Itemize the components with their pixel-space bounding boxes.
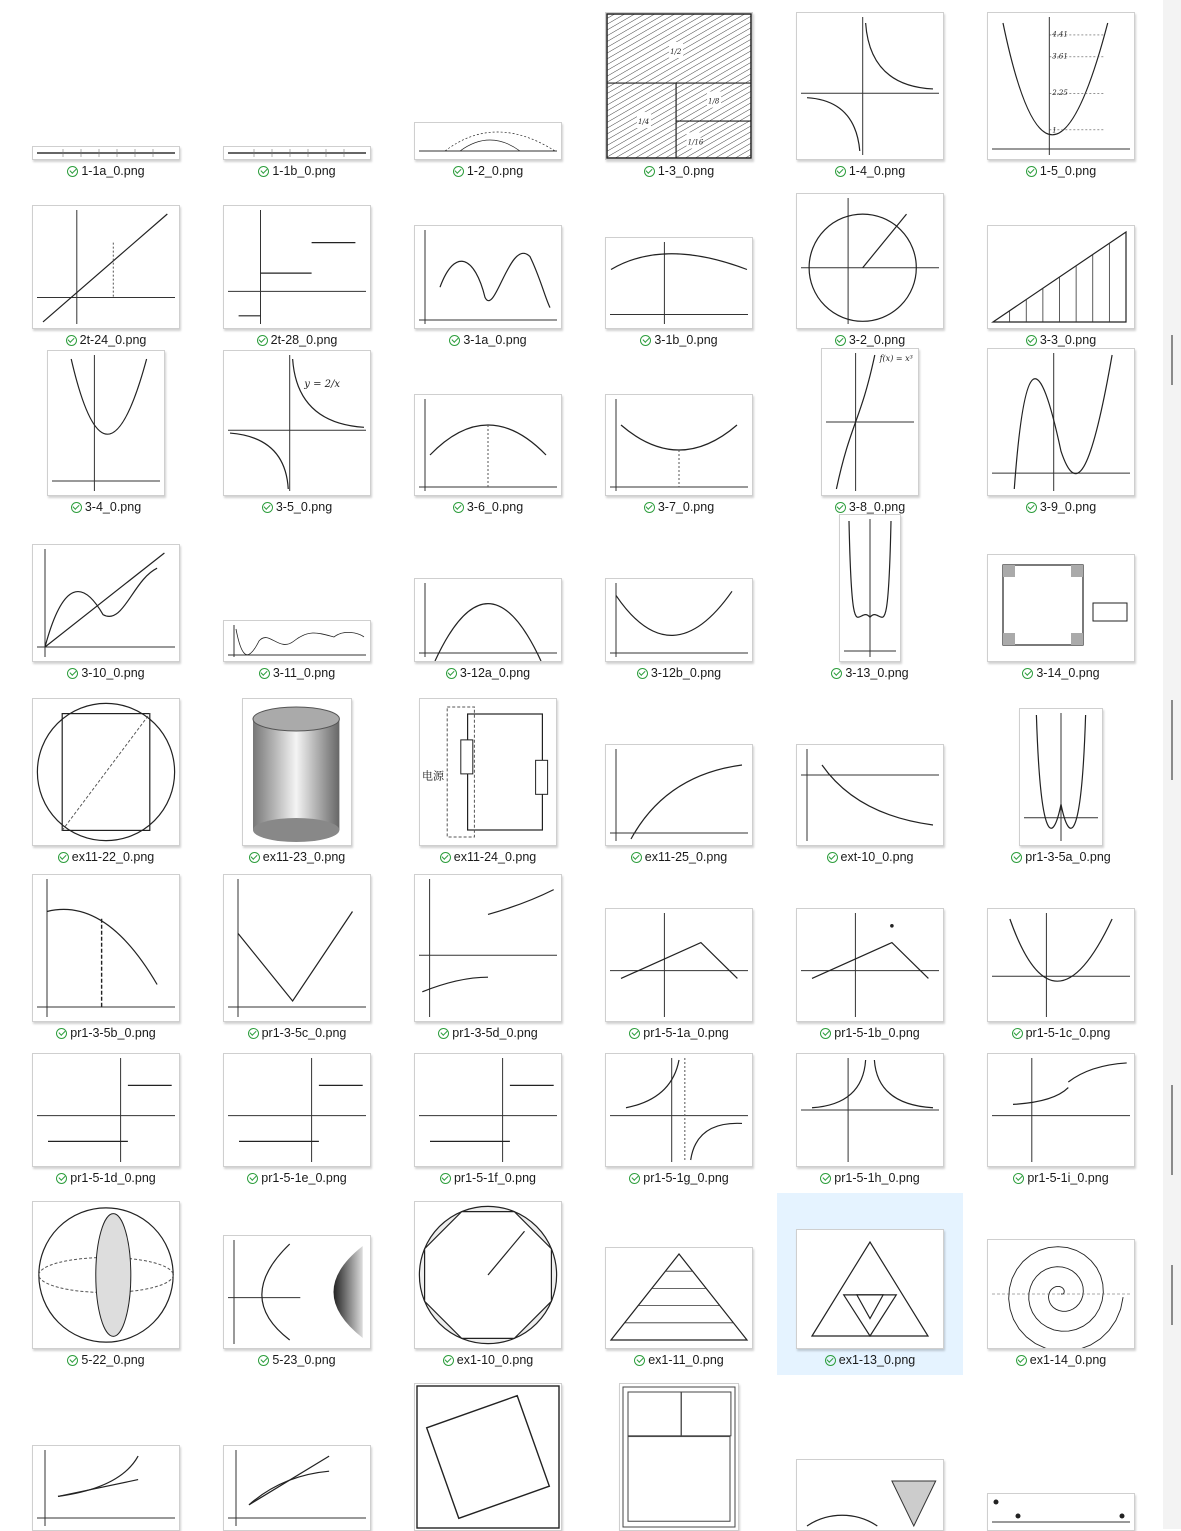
file-name-label: [968, 1026, 1154, 1040]
file-name-text: pr1-3-5a_0.png: [1025, 850, 1111, 864]
svg-text:1: 1: [1052, 126, 1057, 135]
sync-check-icon: [58, 852, 69, 863]
file-name-text: 2t-24_0.png: [79, 333, 147, 347]
file-tile[interactable]: [395, 1048, 581, 1193]
file-name-label: [395, 500, 581, 514]
file-name-label: [968, 850, 1154, 864]
file-thumbnail[interactable]: [223, 205, 371, 329]
file-name-label: [13, 666, 199, 680]
file-tile[interactable]: [395, 872, 581, 1048]
sync-check-icon: [1013, 1173, 1024, 1184]
file-thumbnail[interactable]: [987, 12, 1135, 160]
file-name-text: pr1-5-1g_0.png: [643, 1171, 729, 1185]
sync-check-icon: [67, 668, 78, 679]
sync-check-icon: [827, 852, 838, 863]
file-name-label: [586, 850, 772, 864]
file-tile[interactable]: [968, 186, 1154, 355]
sync-check-icon: [640, 335, 651, 346]
sync-check-icon: [631, 852, 642, 863]
file-thumbnail[interactable]: [414, 225, 562, 329]
file-name-text: ext-10_0.png: [840, 850, 914, 864]
file-tile[interactable]: [13, 522, 199, 688]
file-tile[interactable]: [968, 688, 1154, 872]
file-name-text: 5-22_0.png: [81, 1353, 145, 1367]
file-thumbnail[interactable]: [414, 122, 562, 160]
file-name-text: 1-3_0.png: [657, 164, 715, 178]
file-tile[interactable]: [395, 0, 581, 186]
svg-text:电源: 电源: [422, 769, 444, 783]
file-name-label: [777, 500, 963, 514]
file-tile[interactable]: [13, 0, 199, 186]
file-tile[interactable]: [586, 688, 772, 872]
file-tile[interactable]: [968, 872, 1154, 1048]
file-thumbnail[interactable]: [605, 908, 753, 1022]
fraction-label: 1/4: [637, 118, 650, 127]
file-name-label: [586, 666, 772, 680]
file-name-label: [204, 666, 390, 680]
file-name-text: ex1-14_0.png: [1029, 1353, 1107, 1367]
file-name-label: [13, 850, 199, 864]
file-name-text: 3-9_0.png: [1039, 500, 1097, 514]
sync-check-icon: [835, 502, 846, 513]
file-name-label: [395, 1026, 581, 1040]
sync-check-icon: [249, 852, 260, 863]
sync-check-icon: [247, 1173, 258, 1184]
svg-text:4.41: 4.41: [1052, 30, 1068, 39]
file-name-label: [395, 1353, 581, 1367]
sync-check-icon: [446, 668, 457, 679]
file-tile[interactable]: [13, 355, 199, 522]
file-name-label: [13, 1353, 199, 1367]
file-name-label: [586, 1171, 772, 1185]
file-thumbnail[interactable]: [414, 1383, 562, 1531]
file-name-text: pr1-5-1c_0.png: [1025, 1026, 1111, 1040]
file-thumbnail[interactable]: [605, 237, 753, 329]
sync-check-icon: [440, 1173, 451, 1184]
sync-check-icon: [644, 502, 655, 513]
file-tile[interactable]: [777, 0, 963, 186]
file-thumbnail[interactable]: [987, 908, 1135, 1022]
file-tile[interactable]: [204, 872, 390, 1048]
fraction-label: 1/8: [708, 97, 720, 106]
file-tile[interactable]: [777, 355, 963, 522]
file-name-text: 3-6_0.png: [466, 500, 524, 514]
file-tile[interactable]: [586, 186, 772, 355]
sync-check-icon: [1026, 502, 1037, 513]
file-name-label: [586, 1353, 772, 1367]
file-name-label: [968, 164, 1154, 178]
file-thumbnail[interactable]: [605, 744, 753, 846]
sync-check-icon: [453, 502, 464, 513]
file-tile[interactable]: [395, 1375, 581, 1529]
file-name-text: ex11-23_0.png: [262, 850, 346, 864]
file-thumbnail[interactable]: [414, 394, 562, 496]
file-name-text: pr1-5-1d_0.png: [70, 1171, 156, 1185]
file-tile[interactable]: [777, 1375, 963, 1529]
sync-check-icon: [637, 668, 648, 679]
file-name-label: [777, 1353, 963, 1367]
file-tile[interactable]: [777, 1193, 963, 1375]
sync-check-icon: [449, 335, 460, 346]
file-tile[interactable]: [204, 355, 390, 522]
file-thumbnail[interactable]: [987, 225, 1135, 329]
sync-check-icon: [438, 1028, 449, 1039]
file-name-text: 3-3_0.png: [1039, 333, 1097, 347]
file-thumbnail[interactable]: [605, 1247, 753, 1349]
file-tile[interactable]: [968, 522, 1154, 688]
file-tile[interactable]: [968, 1048, 1154, 1193]
file-name-text: 3-12b_0.png: [650, 666, 722, 680]
file-name-text: pr1-5-1i_0.png: [1027, 1171, 1109, 1185]
file-name-label: [777, 164, 963, 178]
sync-check-icon: [629, 1173, 640, 1184]
file-thumbnail[interactable]: [987, 1053, 1135, 1167]
file-name-text: pr1-3-5c_0.png: [261, 1026, 347, 1040]
file-tile[interactable]: [586, 1375, 772, 1529]
file-tile[interactable]: [13, 186, 199, 355]
file-name-label: [968, 666, 1154, 680]
sync-check-icon: [440, 852, 451, 863]
file-name-label: [586, 333, 772, 347]
file-thumbnail[interactable]: [223, 1235, 371, 1349]
file-name-label: [13, 1026, 199, 1040]
file-thumbnail[interactable]: [32, 146, 180, 160]
file-thumbnail[interactable]: [32, 1445, 180, 1531]
file-name-text: 1-5_0.png: [1039, 164, 1097, 178]
sync-check-icon: [835, 166, 846, 177]
file-name-text: 3-12a_0.png: [459, 666, 531, 680]
file-thumbnail[interactable]: [1019, 708, 1103, 846]
file-thumbnail[interactable]: [821, 348, 919, 496]
file-name-label: [204, 1353, 390, 1367]
svg-text:3.61: 3.61: [1052, 52, 1068, 61]
file-name-label: [777, 666, 963, 680]
file-thumbnail[interactable]: [605, 1053, 753, 1167]
file-thumbnail[interactable]: [796, 908, 944, 1022]
sync-check-icon: [820, 1173, 831, 1184]
file-thumbnail[interactable]: [32, 1201, 180, 1349]
file-name-label: [968, 500, 1154, 514]
file-tile[interactable]: [777, 522, 963, 688]
sync-check-icon: [634, 1355, 645, 1366]
file-name-text: pr1-5-1f_0.png: [453, 1171, 536, 1185]
file-name-text: 3-7_0.png: [657, 500, 715, 514]
file-name-label: [204, 1171, 390, 1185]
file-thumbnail[interactable]: [32, 874, 180, 1022]
sync-check-icon: [258, 1355, 269, 1366]
sync-check-icon: [835, 335, 846, 346]
file-thumbnail[interactable]: [987, 348, 1135, 496]
sync-check-icon: [67, 166, 78, 177]
file-name-text: pr1-5-1b_0.png: [834, 1026, 920, 1040]
file-name-label: [777, 850, 963, 864]
file-tile[interactable]: [13, 1193, 199, 1375]
file-name-label: [204, 333, 390, 347]
file-tile[interactable]: [968, 355, 1154, 522]
file-name-label: [586, 500, 772, 514]
file-name-label: [395, 850, 581, 864]
file-tile[interactable]: [777, 1048, 963, 1193]
file-thumbnail[interactable]: [796, 12, 944, 160]
file-tile[interactable]: [395, 688, 581, 872]
file-name-label: [204, 850, 390, 864]
sync-check-icon: [56, 1173, 67, 1184]
sync-check-icon: [820, 1028, 831, 1039]
file-thumbnail[interactable]: [223, 620, 371, 662]
file-thumbnail[interactable]: [987, 1239, 1135, 1349]
file-thumbnail[interactable]: [414, 578, 562, 662]
sync-check-icon: [259, 668, 270, 679]
file-tile[interactable]: [204, 688, 390, 872]
sync-check-icon: [71, 502, 82, 513]
file-name-text: pr1-5-1h_0.png: [834, 1171, 920, 1185]
sync-check-icon: [257, 335, 268, 346]
file-tile[interactable]: [204, 1048, 390, 1193]
fraction-label: 1/16: [687, 138, 704, 147]
file-name-text: ex1-10_0.png: [456, 1353, 534, 1367]
file-tile[interactable]: [586, 355, 772, 522]
file-name-label: [395, 1171, 581, 1185]
sync-check-icon: [1026, 166, 1037, 177]
file-thumbnail[interactable]: [47, 350, 165, 496]
file-tile[interactable]: [13, 1375, 199, 1529]
svg-text:y = 2/x: y = 2/x: [304, 379, 341, 390]
file-thumbnail[interactable]: [796, 193, 944, 329]
file-name-text: 3-14_0.png: [1036, 666, 1100, 680]
file-name-label: [13, 164, 199, 178]
file-name-label: [395, 164, 581, 178]
file-tile[interactable]: [968, 1375, 1154, 1529]
file-tile[interactable]: [13, 1048, 199, 1193]
sync-check-icon: [258, 166, 269, 177]
file-name-text: pr1-5-1e_0.png: [261, 1171, 347, 1185]
file-thumbnail[interactable]: [619, 1383, 739, 1531]
file-name-label: [13, 1171, 199, 1185]
sync-check-icon: [1016, 1355, 1027, 1366]
sync-check-icon: [56, 1028, 67, 1039]
file-name-text: 3-4_0.png: [84, 500, 142, 514]
sync-check-icon: [825, 1355, 836, 1366]
file-name-text: 3-1b_0.png: [654, 333, 718, 347]
sync-check-icon: [1022, 668, 1033, 679]
svg-text:2.25: 2.25: [1052, 88, 1068, 97]
file-thumbnail[interactable]: [419, 698, 557, 846]
sync-check-icon: [1012, 1028, 1023, 1039]
file-name-text: 2t-28_0.png: [270, 333, 338, 347]
svg-text:f(x) = x³: f(x) = x³: [879, 354, 913, 363]
file-thumbnail[interactable]: [987, 1493, 1135, 1531]
file-tile[interactable]: [586, 1193, 772, 1375]
file-name-label: [968, 1171, 1154, 1185]
file-tile[interactable]: [777, 688, 963, 872]
file-name-text: ex11-22_0.png: [71, 850, 155, 864]
file-name-text: 3-2_0.png: [848, 333, 906, 347]
file-name-label: [13, 333, 199, 347]
sync-check-icon: [831, 668, 842, 679]
file-tile[interactable]: [395, 186, 581, 355]
file-name-text: ex11-25_0.png: [644, 850, 728, 864]
file-name-text: 1-2_0.png: [466, 164, 524, 178]
file-name-label: [395, 666, 581, 680]
fraction-label: 1/2: [670, 47, 682, 56]
file-thumbnail[interactable]: [796, 1053, 944, 1167]
file-name-text: ex1-13_0.png: [838, 1353, 916, 1367]
file-tile[interactable]: [204, 522, 390, 688]
file-name-label: [395, 333, 581, 347]
file-tile[interactable]: [968, 1193, 1154, 1375]
file-tile[interactable]: [586, 872, 772, 1048]
file-name-label: [968, 1353, 1154, 1367]
file-name-label: [586, 164, 772, 178]
sync-check-icon: [644, 166, 655, 177]
file-tile[interactable]: [395, 522, 581, 688]
file-thumbnail[interactable]: [32, 205, 180, 329]
file-name-text: 5-23_0.png: [272, 1353, 336, 1367]
file-name-label: [586, 1026, 772, 1040]
file-name-text: pr1-3-5d_0.png: [452, 1026, 538, 1040]
file-name-text: 3-13_0.png: [845, 666, 909, 680]
file-name-label: [204, 500, 390, 514]
file-thumbnail[interactable]: [796, 744, 944, 846]
file-tile[interactable]: [586, 0, 772, 186]
file-tile[interactable]: [777, 186, 963, 355]
sync-check-icon: [262, 502, 273, 513]
file-tile[interactable]: [13, 872, 199, 1048]
sync-check-icon: [443, 1355, 454, 1366]
sync-check-icon: [1026, 335, 1037, 346]
file-name-label: [204, 164, 390, 178]
file-thumbnail[interactable]: [796, 1229, 944, 1349]
file-thumbnail[interactable]: [242, 698, 352, 846]
file-tile[interactable]: [204, 1193, 390, 1375]
file-thumbnail[interactable]: [414, 1201, 562, 1349]
file-tile[interactable]: [968, 0, 1154, 186]
file-name-text: pr1-3-5b_0.png: [70, 1026, 156, 1040]
vertical-scrollbar[interactable]: [1163, 0, 1181, 1529]
file-thumbnail[interactable]: [414, 874, 562, 1022]
file-tile[interactable]: [395, 1193, 581, 1375]
file-name-text: 1-1a_0.png: [81, 164, 145, 178]
file-name-text: 3-1a_0.png: [463, 333, 527, 347]
file-name-label: [968, 333, 1154, 347]
file-thumbnail[interactable]: [223, 874, 371, 1022]
file-thumbnail[interactable]: [414, 1053, 562, 1167]
file-name-text: 3-11_0.png: [272, 666, 336, 680]
file-thumbnail[interactable]: [605, 394, 753, 496]
sync-check-icon: [67, 1355, 78, 1366]
file-name-text: 1-1b_0.png: [272, 164, 336, 178]
file-thumbnail[interactable]: [223, 146, 371, 160]
file-thumbnail[interactable]: [32, 544, 180, 662]
sync-check-icon: [629, 1028, 640, 1039]
file-name-text: ex11-24_0.png: [453, 850, 537, 864]
sync-check-icon: [248, 1028, 259, 1039]
file-name-label: [204, 1026, 390, 1040]
sync-check-icon: [66, 335, 77, 346]
file-name-label: [777, 1026, 963, 1040]
file-name-text: pr1-5-1a_0.png: [643, 1026, 729, 1040]
file-name-text: 3-5_0.png: [275, 500, 333, 514]
file-name-text: 1-4_0.png: [848, 164, 906, 178]
file-name-text: 3-10_0.png: [81, 666, 145, 680]
file-thumbnail[interactable]: [32, 698, 180, 846]
file-thumbnail[interactable]: [32, 1053, 180, 1167]
file-tile[interactable]: [204, 186, 390, 355]
file-tile[interactable]: [586, 1048, 772, 1193]
file-tile[interactable]: [395, 355, 581, 522]
sync-check-icon: [453, 166, 464, 177]
file-thumbnail[interactable]: [605, 578, 753, 662]
file-name-text: 3-8_0.png: [848, 500, 906, 514]
file-thumbnail[interactable]: [223, 1053, 371, 1167]
file-tile[interactable]: [204, 1375, 390, 1529]
file-name-label: [777, 1171, 963, 1185]
file-tile[interactable]: [777, 872, 963, 1048]
file-thumbnail[interactable]: [796, 1459, 944, 1531]
file-tile[interactable]: [13, 688, 199, 872]
sync-check-icon: [1011, 852, 1022, 863]
file-thumbnail[interactable]: [223, 350, 371, 496]
file-thumbnail[interactable]: [987, 554, 1135, 662]
file-thumbnail[interactable]: [223, 1445, 371, 1531]
file-tile[interactable]: [586, 522, 772, 688]
file-thumbnail[interactable]: [605, 12, 753, 160]
file-tile[interactable]: [204, 0, 390, 186]
file-name-label: [13, 500, 199, 514]
file-name-text: ex1-11_0.png: [648, 1353, 724, 1367]
file-thumbnail[interactable]: [839, 514, 901, 662]
file-name-label: [777, 333, 963, 347]
